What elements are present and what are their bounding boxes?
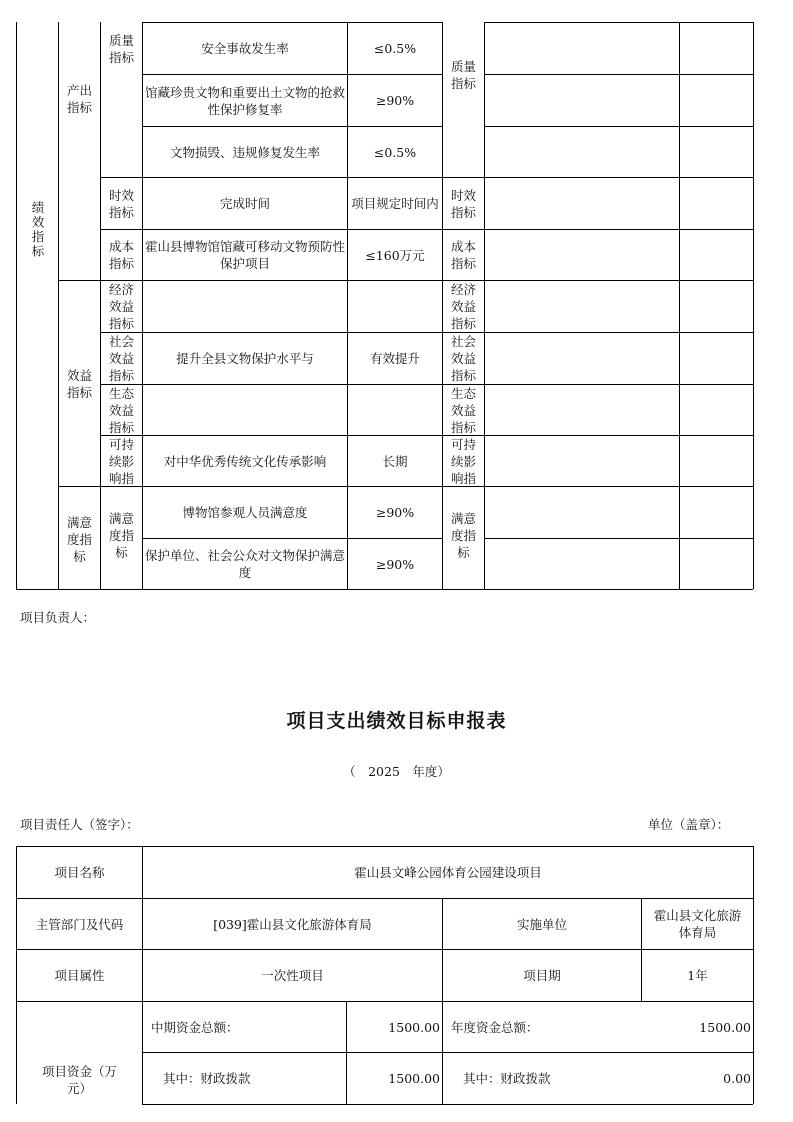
mid-fiscal-label: 其中：财政拨款: [163, 1071, 251, 1086]
indicator-value: 项目规定时间内: [351, 196, 439, 211]
indicator-value: 长期: [382, 453, 408, 469]
social-indicator-label-right: 社会效益指标: [450, 334, 476, 383]
indicator-value: ≥90%: [375, 505, 415, 520]
indicator-name: [143, 385, 347, 435]
cost-indicator-label-right: 成本指标: [450, 239, 476, 271]
indicator-value: ≥90%: [375, 93, 415, 108]
mid-total-value: 1500.00: [388, 1019, 440, 1035]
fund-label: 项目资金（万元）: [41, 1064, 117, 1096]
sustain-indicator-label-right: 可持续影响指: [450, 436, 476, 486]
time-indicator-label-right: 时效指标: [450, 187, 476, 220]
impl-unit-label: 实施单位: [516, 916, 567, 932]
table-border-right: [753, 22, 754, 589]
econ-indicator-label-right: 经济效益指标: [450, 282, 476, 331]
impl-unit-value: 霍山县文化旅游体育局: [653, 908, 742, 940]
project-attr-label: 项目属性: [54, 968, 105, 983]
project-name-label: 项目名称: [54, 865, 105, 880]
indicator-name: 安全事故发生率: [201, 41, 289, 56]
project-attr-value: 一次性项目: [261, 968, 324, 983]
indicator-name: 保护单位、社会公众对文物保护满意度: [145, 548, 346, 580]
year-total-value: 1500.00: [699, 1019, 751, 1035]
indicator-value: ≤0.5%: [373, 41, 417, 56]
table-border-bottom: [16, 589, 753, 590]
table-border-right: [753, 846, 754, 1104]
table-divider: [484, 538, 753, 539]
year-fiscal-value: 0.00: [723, 1071, 751, 1086]
indicator-value: ≤0.5%: [373, 144, 417, 160]
signer-label: 项目责任人（签字）：: [20, 817, 139, 832]
sustain-indicator-label: 可持续影响指: [108, 436, 134, 486]
year-total-label: 年度资金总额：: [451, 1019, 539, 1035]
dept-value: [039]霍山县文化旅游体育局: [213, 916, 372, 932]
satisfaction-indicator-label: 满意度指标: [66, 514, 92, 564]
indicator-value: 有效提升: [369, 351, 420, 366]
table-divider: [142, 1104, 753, 1105]
quality-indicator-label: 质量指标: [108, 33, 134, 65]
indicator-name: 对中华优秀传统文化传承影响: [163, 453, 327, 469]
table-divider: [484, 22, 753, 23]
indicator-name: 提升全县文物保护水平与: [176, 351, 314, 366]
form-title: 项目支出绩效目标申报表: [286, 710, 507, 732]
project-responsible-label: 项目负责人：: [20, 610, 96, 625]
indicator-name: 完成时间: [219, 196, 270, 211]
eco-indicator-label-right: 生态效益指标: [450, 385, 476, 435]
indicator-name: 霍山县博物馆馆藏可移动文物预防性保护项目: [145, 239, 346, 271]
table-divider: [484, 126, 753, 127]
indicator-value: ≥90%: [375, 556, 415, 572]
indicator-name: 馆藏珍贵文物和重要出土文物的抢救性保护修复率: [145, 84, 346, 117]
dept-label: 主管部门及代码: [35, 916, 124, 932]
indicator-name: [143, 281, 347, 332]
benefit-indicator-label: 效益指标: [66, 368, 92, 400]
year-line: （ 2025 年度）: [343, 764, 450, 779]
table-divider: [484, 22, 485, 589]
indicator-name: 文物损毁、违规修复发生率: [169, 144, 320, 160]
table-border-left: [16, 22, 17, 589]
time-indicator-label: 时效指标: [108, 187, 134, 220]
mid-total-label: 中期资金总额：: [151, 1019, 239, 1035]
indicator-value: [348, 385, 442, 435]
output-indicator-label: 产出指标: [66, 83, 92, 115]
project-name-value: 霍山县文峰公园体育公园建设项目: [354, 865, 542, 880]
project-period-label: 项目期: [523, 968, 561, 983]
table-divider: [484, 74, 753, 75]
cost-indicator-label: 成本指标: [108, 239, 134, 271]
social-indicator-label: 社会效益指标: [108, 334, 134, 383]
indicator-value: ≤160万元: [365, 247, 425, 263]
indicator-name: 博物馆参观人员满意度: [182, 505, 308, 520]
quality-indicator-label-right: 质量指标: [450, 59, 476, 91]
indicator-value: [348, 281, 442, 332]
eco-indicator-label: 生态效益指标: [108, 385, 134, 435]
perf-indicator-label: 绩效指标: [30, 201, 45, 259]
satis-sub-indicator-label: 满意度指标: [108, 510, 134, 560]
satis-indicator-label-right: 满意度指标: [450, 510, 476, 560]
table-divider: [679, 22, 680, 589]
unit-seal-label: 单位（盖章）：: [648, 817, 730, 832]
project-period-value: 1年: [687, 968, 708, 983]
mid-fiscal-value: 1500.00: [388, 1071, 440, 1086]
year-fiscal-label: 其中：财政拨款: [463, 1071, 551, 1086]
econ-indicator-label: 经济效益指标: [108, 282, 134, 331]
